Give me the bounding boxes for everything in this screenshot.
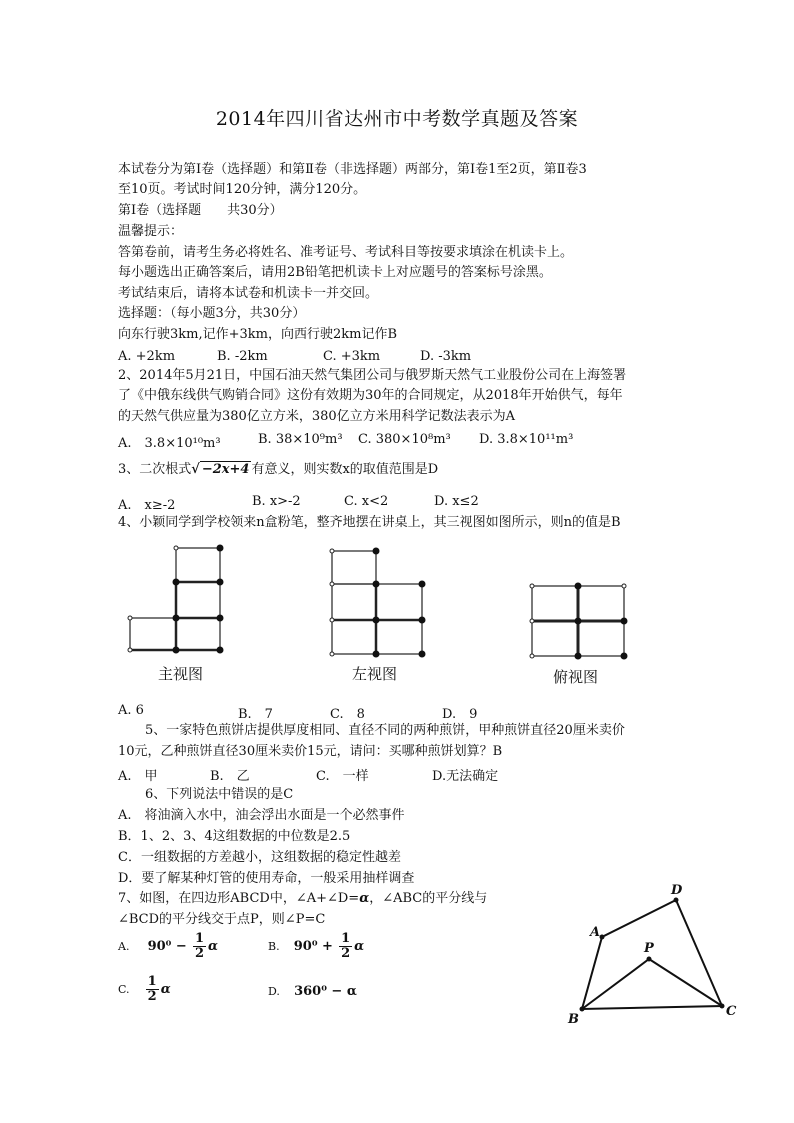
q3-option-b: B. x>-2 <box>252 494 301 509</box>
q7-option-a <box>118 932 218 961</box>
q2-option-a: A. 3.8×10¹⁰m³ <box>118 436 221 451</box>
left-view-dots <box>330 548 426 658</box>
q7-alpha: α <box>359 891 370 906</box>
q1-option-b: B. -2km <box>217 349 268 364</box>
fraction-numerator: 1 <box>147 974 157 989</box>
fraction-numerator: 1 <box>341 931 351 946</box>
q7-option-c <box>118 975 171 1004</box>
bisectors-bp-cp <box>582 959 722 1009</box>
q7-line-1b: ，∠ABC的平分线与 <box>369 891 488 906</box>
q7-option-b-pre: 90⁰ + <box>293 939 333 954</box>
q4-three-views-figure <box>120 538 640 668</box>
q4-option-b: B. 7 <box>238 707 273 722</box>
q7-option-d-label: D. <box>268 985 280 998</box>
left-view-label: 左视图 <box>352 665 398 683</box>
q6-stem: 6、下列说法中错误的是C <box>145 787 294 802</box>
part-one-heading: 第Ⅰ卷（选择题 共30分） <box>118 203 283 218</box>
q1-option-c: C. +3km <box>323 349 381 364</box>
q4-option-d: D. 9 <box>442 707 478 722</box>
q1-stem: 向东行驶3km,记作+3km，向西行驶2km记作B <box>118 327 398 342</box>
q3-suffix: 有意义，则实数x的取值范围是D <box>251 462 439 477</box>
top-view-label: 俯视图 <box>553 668 599 686</box>
fraction-denominator: 2 <box>341 946 351 961</box>
label-d: D <box>671 883 683 898</box>
point-p <box>647 957 652 962</box>
q7-line-1a: 7、如图，在四边形ABCD中，∠A+∠D= <box>118 891 360 906</box>
q3-option-a: A. x≥-2 <box>118 498 176 513</box>
left-view-drawing <box>332 551 422 654</box>
q5-option-c: C. 一样 <box>316 769 369 784</box>
q7-option-b-fraction <box>339 932 352 961</box>
q5-line-1: 5、一家特色煎饼店提供厚度相同、直径不同的两种煎饼，甲种煎饼直径20厘米卖价 <box>145 723 625 738</box>
intro-line-2: 至10页。考试时间120分钟，满分120分。 <box>118 182 367 197</box>
section-heading: 选择题：（每小题3分，共30分） <box>118 306 306 321</box>
q2-line-2: 了《中俄东线供气购销合同》这份有效期为30年的合同规定，从2018年开始供气，每年 <box>118 388 623 403</box>
q7-option-c-fraction <box>146 975 159 1004</box>
q7-quadrilateral-figure <box>560 880 750 1030</box>
tip-1: 答第卷前，请考生务必将姓名、准考证号、考试科目等按要求填涂在机读卡上。 <box>118 245 574 260</box>
front-view-label: 主视图 <box>158 665 204 683</box>
q7-line-2: ∠BCD的平分线交于点P，则∠P=C <box>118 912 326 927</box>
q7-option-d-expr: 360⁰ − α <box>294 984 357 999</box>
point-b <box>580 1007 585 1012</box>
q7-option-b <box>268 932 364 961</box>
intro-line-1: 本试卷分为第Ⅰ卷（选择题）和第Ⅱ卷（非选择题）两部分，第Ⅰ卷1至2页，第Ⅱ卷3 <box>118 162 587 177</box>
front-view-drawing <box>130 548 220 650</box>
q7-option-b-alpha: α <box>354 939 365 954</box>
q2-option-c: C. 380×10⁸m³ <box>358 432 451 447</box>
tip-3: 考试结束后，请将本试卷和机读卡一并交回。 <box>118 286 379 301</box>
q2-option-b: B. 38×10⁹m³ <box>258 432 343 447</box>
page-title: 2014年四川省达州市中考数学真题及答案 <box>215 108 579 130</box>
q6-option-c: C．一组数据的方差越小，这组数据的稳定性越差 <box>118 850 401 865</box>
q6-option-d: D．要了解某种灯管的使用寿命，一般采用抽样调查 <box>118 871 415 886</box>
q2-line-3: 的天然气供应量为380亿立方米，380亿立方米用科学记数法表示为A <box>118 409 516 424</box>
q6-option-a: A. 将油滴入水中，油会浮出水面是一个必然事件 <box>118 808 405 823</box>
fraction-numerator: 1 <box>194 931 204 946</box>
q4-stem: 4、小颖同学到学校领来n盒粉笔，整齐地摆在讲桌上，其三视图如图所示，则n的值是B <box>118 515 621 530</box>
q4-option-c: C. 8 <box>330 707 365 722</box>
point-d <box>674 898 679 903</box>
label-b: B <box>568 1012 579 1027</box>
q7-option-a-label: A. <box>118 940 130 953</box>
fraction-denominator: 2 <box>147 989 157 1004</box>
q3-option-d: D. x≤2 <box>434 494 479 509</box>
tips-title: 温馨提示： <box>118 224 184 239</box>
q3-option-c: C. x<2 <box>344 494 389 509</box>
q5-line-2: 10元，乙种煎饼直径30厘米卖价15元，请问：买哪种煎饼划算？B <box>118 744 503 759</box>
q5-option-a: A. 甲 <box>118 769 158 784</box>
q7-option-a-alpha: α <box>207 939 218 954</box>
label-c: C <box>726 1004 737 1019</box>
q3-radical: √ −2x+4 <box>191 462 250 477</box>
q1-option-d: D. -3km <box>420 349 472 364</box>
q3-stem <box>118 461 438 479</box>
q3-radicand: −2x+4 <box>201 462 250 477</box>
q7-option-a-pre: 90⁰ − <box>147 939 187 954</box>
tip-2: 每小题选出正确答案后，请用2B铅笔把机读卡上对应题号的答案标号涂黑。 <box>118 265 552 280</box>
fraction-denominator: 2 <box>194 946 204 961</box>
q7-option-c-label: C. <box>118 983 130 996</box>
q7-option-b-label: B. <box>268 940 280 953</box>
q6-option-b: B．1、2、3、4这组数据的中位数是2.5 <box>118 829 351 844</box>
q5-option-b: B. 乙 <box>210 769 250 784</box>
q1-option-a: A. +2km <box>118 349 176 364</box>
q2-line-1: 2、2014年5月21日，中国石油天然气集团公司与俄罗斯天然气工业股份公司在上海签署 <box>118 368 627 383</box>
q3-prefix: 3、二次根式 <box>118 462 192 477</box>
q4-option-a: A. 6 <box>118 703 144 718</box>
label-a: A <box>590 925 601 940</box>
q5-option-d: D.无法确定 <box>432 769 499 784</box>
q2-option-d: D. 3.8×10¹¹m³ <box>479 432 574 447</box>
q7-option-c-alpha: α <box>160 982 171 997</box>
q7-option-a-fraction <box>193 932 206 961</box>
label-p: P <box>644 941 654 956</box>
q7-option-d <box>268 984 357 999</box>
q7-line-1 <box>118 890 487 908</box>
point-c <box>720 1004 725 1009</box>
point-a <box>600 935 605 940</box>
